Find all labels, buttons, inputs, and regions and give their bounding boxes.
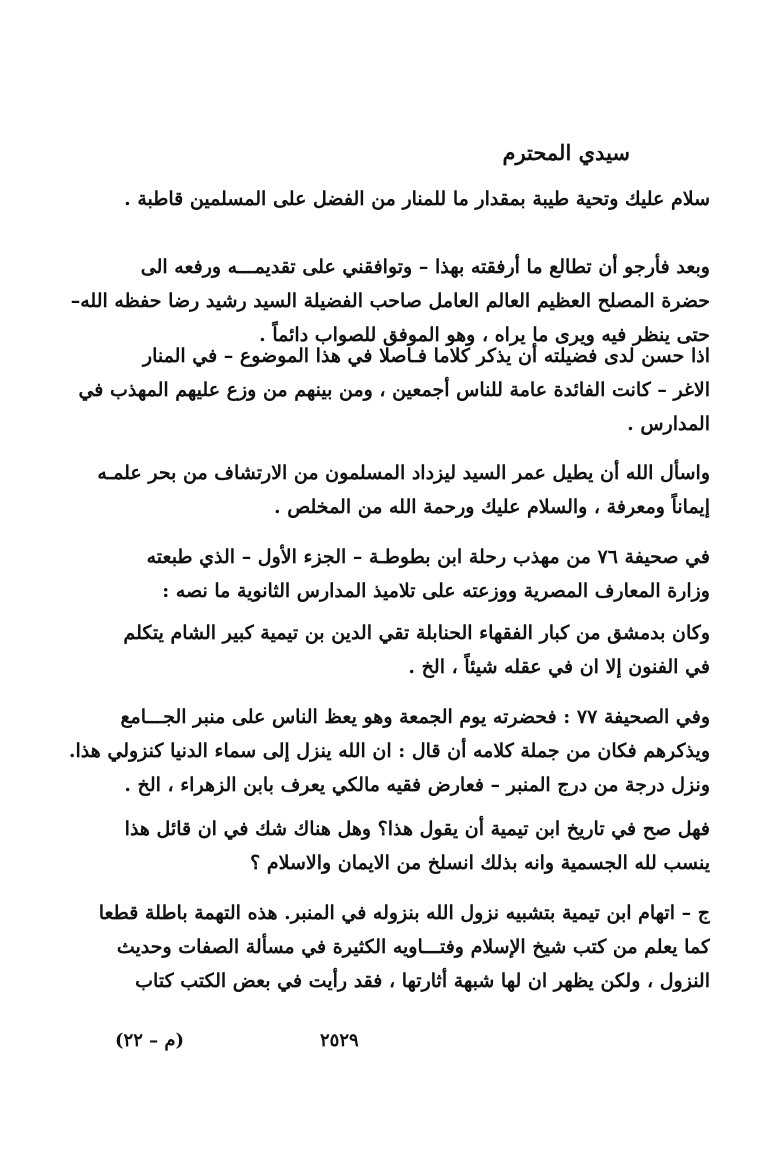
- text-line: ج – اتهام ابن تيمية بتشبيه نزول الله بنزوله في المنبر. هذه التهمة باطلة قطعا: [98, 902, 710, 924]
- signature-mark: (م – ٢٢): [115, 1030, 185, 1051]
- text-line: وكان بدمشق من كبار الفقهاء الحنابلة تقي الدين بن تيمية كبير الشام يتكلم: [123, 622, 710, 644]
- paragraph-quote-text: [40, 616, 710, 684]
- text-line: كما يعلم من كتب شيخ الإسلام وفتـــاويه الكثيرة في مسألة الصفات وحديث: [116, 936, 710, 958]
- paragraph-quote-page-77: [40, 700, 710, 802]
- text-line: المدارس .: [627, 413, 710, 435]
- text-line: وبعد فأرجو أن تطالع ما أرفقته بهذا – وتوافقني على تقديمـــه ورفعه الى: [140, 256, 710, 278]
- text-line: وفي الصحيفة ٧٧ : فحضرته يوم الجمعة وهو يعظ الناس على منبر الجـــامع: [120, 706, 710, 728]
- text-line: في الفنون إلا ان في عقله شيئاً ، الخ .: [408, 656, 710, 678]
- text-line: ونزل درجة من درج المنبر – فعارض فقيه مالكي يعرف بابن الزهراء ، الخ .: [124, 774, 710, 796]
- paragraph-question: [40, 812, 710, 880]
- text-line: ينسب لله الجسمية وانه بذلك انسلخ من الايمان والاسلام ؟: [250, 852, 710, 874]
- paragraph-answer: [40, 896, 710, 998]
- text-line: حتى ينظر فيه ويرى ما يراه ، وهو الموفق للصواب دائماً .: [259, 324, 710, 346]
- text-line: وزارة المعارف المصرية ووزعته على تلاميذ المدارس الثانوية ما نصه :: [162, 580, 710, 602]
- text-line: واسأل الله أن يطيل عمر السيد ليزداد المسلمون من الارتشاف من بحر علمـه: [97, 462, 710, 484]
- text-line: في صحيفة ٧٦ من مهذب رحلة ابن بطوطـة – الجزء الأول – الذي طبعته: [146, 546, 710, 568]
- paragraph-suggestion: [40, 339, 710, 441]
- text-line: ويذكرهم فكان من جملة كلامه أن قال : ان الله ينزل إلى سماء الدنيا كنزولي هذا.: [68, 740, 710, 762]
- text-line: حضرة المصلح العظيم العالم العامل صاحب الفضيلة السيد رشيد رضا حفظه الله–: [70, 290, 710, 312]
- text-line: سلام عليك وتحية طيبة بمقدار ما للمنار من الفضل على المسلمين قاطبة .: [124, 188, 710, 210]
- text-line: النزول ، ولكن يظهر ان لها شبهة أثارتها ، فقد رأيت في بعض الكتب كتاب: [135, 970, 710, 992]
- salutation: سيدي المحترم: [502, 140, 630, 165]
- paragraph-closing: [40, 456, 710, 524]
- page-number: ٢٥٢٩: [320, 1030, 359, 1051]
- paragraph-request: [40, 250, 710, 352]
- paragraph-quote-page-76: [40, 540, 710, 608]
- paragraph-greeting: [40, 182, 710, 216]
- text-line: فهل صح في تاريخ ابن تيمية أن يقول هذا؟ وهل هناك شك في ان قائل هذا: [124, 818, 710, 840]
- text-line: الاغر – كانت الفائدة عامة للناس أجمعين ، ومن بينهم من وزع عليهم المهذب في: [78, 379, 710, 401]
- text-line: إيماناً ومعرفة ، والسلام عليك ورحمة الله من المخلص .: [274, 496, 710, 518]
- text-line: اذا حسن لدى فضيلته أن يذكر كلاما فـاصلا في هذا الموضوع – في المنار: [142, 345, 710, 367]
